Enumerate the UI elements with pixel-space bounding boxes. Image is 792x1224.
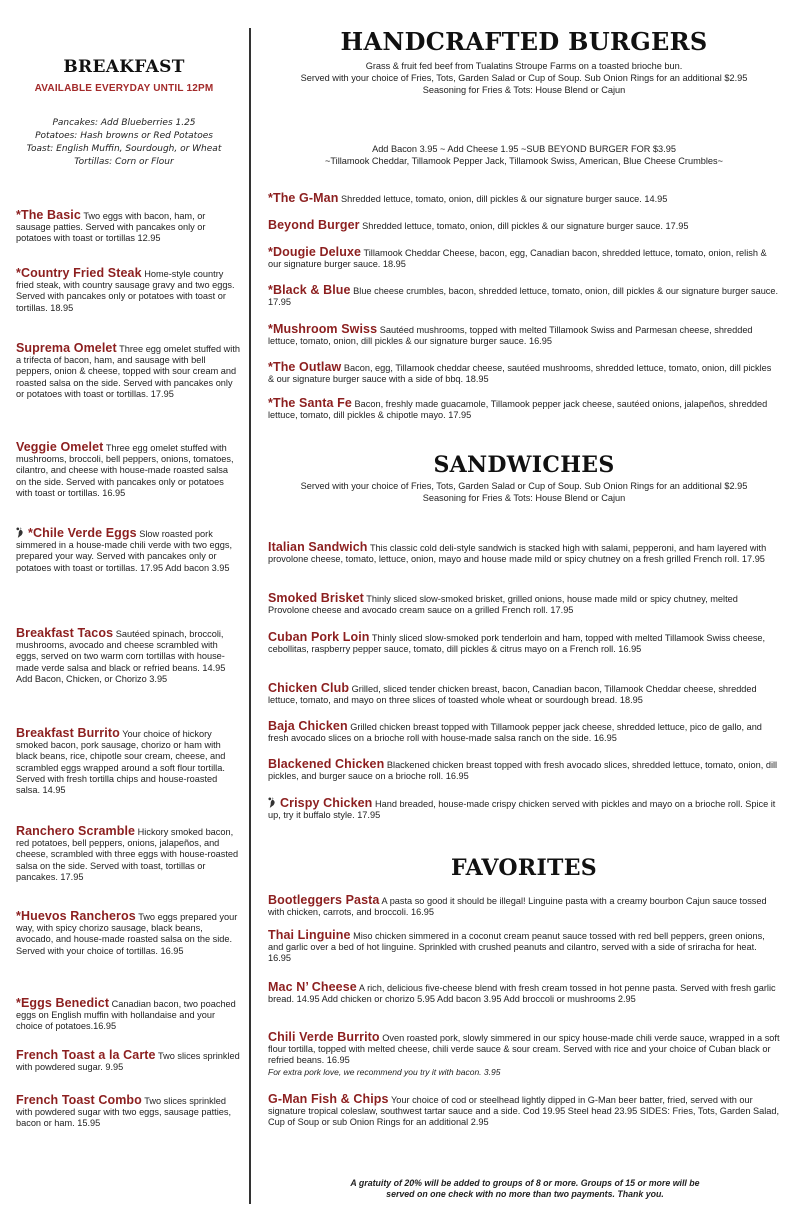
item-desc: Thinly sliced slow-smoked pork tenderloin and ham, topped with melted Tillamook Swiss cheese, cebollitas, raspberry pepper sauce, tomato, dill pickles & citrus mayo on a French roll. 16.95 (268, 633, 766, 655)
item-desc: Bacon, egg, Tillamook cheddar cheese, sautéed mushrooms, shredded lettuce, tomato, onion, dill pickles & our signature burger sauce with a side of bbq. 18.95 (268, 363, 772, 385)
menu-item (268, 982, 780, 1005)
item-desc: Hickory smoked bacon, red potatoes, bell peppers, onions, jalapeños, and cheese, scrambled with three eggs with house-roasted salsa on the side. Served with toast, tortillas or pancakes. 17.95 (16, 827, 239, 882)
menu-item (268, 220, 780, 232)
breakfast-notes (10, 117, 238, 169)
menu-item (16, 343, 240, 400)
item-desc: Canadian bacon, two poached eggs on English muffin with hollandaise and your choice of potatoes.16.95 (16, 999, 236, 1032)
sandwiches-intro-line: Served with your choice of Fries, Tots, Garden Salad or Cup of Soup. Sub Onion Rings for an additional $2.95 (300, 481, 748, 491)
burgers-intro-line: Seasoning for Fries & Tots: House Blend or Cajun (422, 85, 626, 95)
item-name: French Toast a la Carte (16, 1048, 156, 1062)
item-name: Blackened Chicken (268, 757, 385, 771)
menu-item (16, 442, 240, 499)
item-desc: Oven roasted pork, slowly simmered in our spicy house-made chili verde sauce, wrapped in a soft flour tortilla, topped with melted cheese, chili verde sauce & sour cream. Served with rice and your choice of Cuban black or refried beans. 16.95 (268, 1033, 780, 1066)
menu-item (268, 930, 780, 965)
cheese-options-line: ~Tillamook Cheddar, Tillamook Pepper Jack, Tillamook Swiss, American, Blue Cheese Crumbles~ (325, 156, 723, 166)
item-name: Baja Chicken (268, 719, 348, 733)
item-name: G-Man Fish & Chips (268, 1092, 389, 1106)
item-name: Crispy Chicken (280, 796, 373, 810)
menu-item (16, 210, 240, 245)
item-name: Beyond Burger (268, 218, 360, 232)
gratuity-footer (300, 1178, 750, 1200)
burgers-intro-line: Served with your choice of Fries, Tots, Garden Salad or Cup of Soup. Sub Onion Rings for an additional $2.95 (300, 73, 748, 83)
item-name: *Chile Verde Eggs (28, 526, 137, 540)
item-name: French Toast Combo (16, 1093, 142, 1107)
menu-item (268, 759, 780, 782)
item-desc: A pasta so good it should be illegal! Linguine pasta with a creamy bourbon Cajun sauce tossed with chicken, carrots, and broccoli. 16.95 (268, 896, 767, 918)
menu-item (16, 268, 240, 314)
item-name: Smoked Brisket (268, 591, 364, 605)
menu-item (268, 895, 780, 918)
menu-item (16, 1050, 240, 1073)
item-name: *The Outlaw (268, 360, 342, 374)
item-name: *The G-Man (268, 191, 339, 205)
item-desc: A rich, delicious five-cheese blend with fresh cream tossed in hot penne pasta. Served with fresh garlic bread. 14.95 Add chicken or chorizo 5.95 Add bacon 3.95 Add broccoli or mushrooms 2.95 (268, 983, 776, 1005)
burgers-title: HANDCRAFTED BURGERS (340, 27, 708, 56)
item-name: *Black & Blue (268, 283, 351, 297)
menu-item (268, 398, 780, 421)
item-name: Cuban Pork Loin (268, 630, 370, 644)
item-name: *Dougie Deluxe (268, 245, 362, 259)
note-tortillas: Tortillas: Corn or Flour (74, 157, 174, 167)
item-desc: Your choice of cod or steelhead lightly dipped in G-Man beer batter, fried, served with our signature tropical coleslaw, southwest tartar sauce and a side. Cod 19.95 Steel head 23.95 SIDES: Fries, Tots, Garden Salad, Cup of Soup or sub Onion Rings for an additional 2.95 (268, 1095, 780, 1128)
sandwiches-intro-line: Seasoning for Fries & Tots: House Blend or Cajun (422, 492, 626, 503)
menu-item (268, 247, 780, 270)
menu-item (16, 628, 240, 685)
item-desc: Bacon, freshly made guacamole, Tillamook pepper jack cheese, sautéed onions, jalapeños, shredded lettuce, tomato, dill pickles & chipotle mayo. 17.95 (268, 399, 768, 421)
item-desc: Sautéed spinach, broccoli, mushrooms, avocado and cheese scrambled with eggs, served on two warm corn tortillas with house-made verde salsa and black or refried beans. 14.95 Add Bacon, Chicken, or Chorizo 3.95 (16, 629, 226, 684)
footer-line: A gratuity of 20% will be added to groups of 8 or more. Groups of 15 or more will be (350, 1178, 700, 1188)
menu-item (16, 826, 240, 883)
item-name: Bootleggers Pasta (268, 893, 380, 907)
burgers-addons (268, 143, 780, 167)
note-toast: Toast: English Muffin, Sourdough, or Wheat (26, 144, 222, 154)
menu-item (268, 593, 780, 616)
item-name: Thai Linguine (268, 928, 351, 942)
item-name: Mac N’ Cheese (268, 980, 357, 994)
sandwiches-intro (268, 481, 780, 504)
item-name: *Mushroom Swiss (268, 322, 378, 336)
menu-item (268, 1094, 780, 1129)
note-pancakes: Pancakes: Add Blueberries 1.25 (52, 118, 196, 128)
item-desc: This classic cold deli-style sandwich is stacked high with salami, pepperoni, and ham layered with provolone cheese, tomato, lettuce, onion, mayo and house made mild or spicy chutney on a fresh grilled French roll. 17.95 (268, 543, 767, 565)
menu-item (268, 1032, 780, 1078)
item-desc: Three egg omelet stuffed with a trifecta of bacon, ham, and sausage with bell peppers, onion & cheese, topped with sour cream and roasted salsa on the side. Served with pancakes only or potatoes with toast or tortillas. 17.95 (16, 344, 241, 399)
footer-line: served on one check with no more than two payments. Thank you. (386, 1189, 664, 1200)
item-desc: Slow roasted pork simmered in a house-made chili verde with two eggs, prepared your way. Served with pancakes only or potatoes with toast or tortillas. 17.95 Add bacon 3.95 (16, 529, 233, 573)
item-desc: Two slices sprinkled with powdered sugar with two eggs, sausage patties, bacon or ham. 15.95 (16, 1096, 232, 1129)
breakfast-title: BREAKFAST (63, 57, 185, 77)
menu-item (16, 1095, 240, 1130)
burgers-intro-line: Grass & fruit fed beef from Tualatins Stroupe Farms on a toasted brioche bun. (365, 61, 683, 71)
item-desc: Tillamook Cheddar Cheese, bacon, egg, Canadian bacon, shredded lettuce, tomato, onion, relish & our signature burger sauce. 18.95 (268, 248, 767, 270)
menu-item (16, 911, 240, 957)
item-name: Chicken Club (268, 681, 350, 695)
burgers-intro (268, 60, 780, 96)
item-name: Breakfast Burrito (16, 726, 120, 740)
column-divider (249, 28, 251, 1204)
item-note: For extra pork love, we recommend you try it with bacon. 3.95 (268, 1066, 501, 1077)
item-desc: Two eggs prepared your way, with spicy chorizo sausage, black beans, avocado, and house-made roasted salsa on the side. Served with your choice of tortillas. 16.95 (16, 912, 238, 956)
item-desc: Hand breaded, house-made crispy chicken served with pickles and mayo on a brioche roll. Spice it up, try it buffalo style. 17.95 (268, 799, 776, 821)
item-desc: Three egg omelet stuffed with mushrooms, broccoli, bell peppers, onions, tomatoes, cilantro, and cheese with house-made roasted salsa on the side. Served with pancakes only or potatoes with toast or tortillas. 16.95 (16, 443, 234, 498)
sandwiches-title: SANDWICHES (433, 452, 615, 478)
item-desc: Home-style country fried steak, with country sausage gravy and two eggs. Served with pancakes only or potatoes with toast or tortillas. 18.95 (16, 269, 235, 313)
favorites-title: FAVORITES (451, 855, 597, 881)
addons-line: Add Bacon 3.95 ~ Add Cheese 1.95 ~SUB BEYOND BURGER FOR $3.95 (372, 144, 676, 154)
item-desc: Miso chicken simmered in a coconut cream peanut sauce tossed with red bell peppers, green onions, and garlic over a bed of hot linguine. Sprinkled with crushed peanuts and cilantro, served with a side of sriracha for heat. 16.95 (268, 931, 765, 964)
item-name: *The Santa Fe (268, 396, 352, 410)
menu-item (268, 632, 780, 655)
item-name: Chili Verde Burrito (268, 1030, 380, 1044)
menu-item (268, 285, 780, 308)
menu-item (16, 728, 240, 796)
item-name: *The Basic (16, 208, 81, 222)
menu-item (268, 721, 780, 744)
menu-item (16, 527, 240, 574)
item-desc: Sautéed mushrooms, topped with melted Tillamook Swiss and Parmesan cheese, shredded lettuce, tomato, onion, dill pickles & our signature burger sauce. 16.95 (268, 325, 753, 347)
menu-item (268, 193, 780, 205)
item-desc: Two eggs with bacon, ham, or sausage patties. Served with pancakes only or potatoes with toast or tortillas 12.95 (16, 211, 206, 244)
breakfast-availability: AVAILABLE EVERYDAY UNTIL 12PM (34, 83, 214, 94)
chili-pepper-icon (268, 797, 277, 808)
item-name: Suprema Omelet (16, 341, 117, 355)
item-desc: Your choice of hickory smoked bacon, pork sausage, chorizo or ham with black beans, rice, chipotle sour cream, cheese, and scrambled eggs wrapped around a soft flour tortilla. Served with fresh tortilla chips and house-roasted salsa. 14.95 (16, 729, 226, 796)
item-desc: Shredded lettuce, tomato, onion, dill pickles & our signature burger sauce. 17.95 (362, 221, 689, 231)
item-desc: Shredded lettuce, tomato, onion, dill pickles & our signature burger sauce. 14.95 (341, 194, 668, 204)
menu-item (268, 362, 780, 385)
menu-item (268, 542, 780, 565)
item-desc: Grilled, sliced tender chicken breast, bacon, Canadian bacon, Tillamook Cheddar cheese, shredded lettuce, tomato, and mayo on three slices of toasted whole wheat or sourdough bread. 18.95 (268, 684, 757, 706)
item-name: Breakfast Tacos (16, 626, 114, 640)
menu-item (268, 683, 780, 706)
menu-item (268, 797, 780, 821)
item-desc: Blue cheese crumbles, bacon, shredded lettuce, tomato, onion, dill pickles & our signature burger sauce. 17.95 (268, 286, 779, 308)
item-desc: Thinly sliced slow-smoked brisket, grilled onions, house made mild or spicy chutney, melted Provolone cheese and avocado cream sauce on a grilled French roll. 17.95 (268, 594, 738, 616)
item-desc: Two slices sprinkled with powdered sugar. 9.95 (16, 1051, 240, 1073)
menu-item (16, 998, 240, 1033)
item-desc: Blackened chicken breast topped with fresh avocado slices, shredded lettuce, tomato, onion, dill pickles, and burger sauce on a brioche roll. 16.95 (268, 760, 778, 782)
chili-pepper-icon (16, 527, 25, 538)
menu-item (268, 324, 780, 347)
item-name: Italian Sandwich (268, 540, 368, 554)
item-name: *Huevos Rancheros (16, 909, 136, 923)
item-name: *Eggs Benedict (16, 996, 110, 1010)
item-name: Ranchero Scramble (16, 824, 136, 838)
item-desc: Grilled chicken breast topped with Tillamook pepper jack cheese, shredded lettuce, pico de gallo, and fresh avocado slices on a brioche roll with house-made salsa ranch on the side. 16.95 (268, 722, 762, 744)
item-name: *Country Fried Steak (16, 266, 142, 280)
note-potatoes: Potatoes: Hash browns or Red Potatoes (35, 131, 213, 141)
item-name: Veggie Omelet (16, 440, 104, 454)
